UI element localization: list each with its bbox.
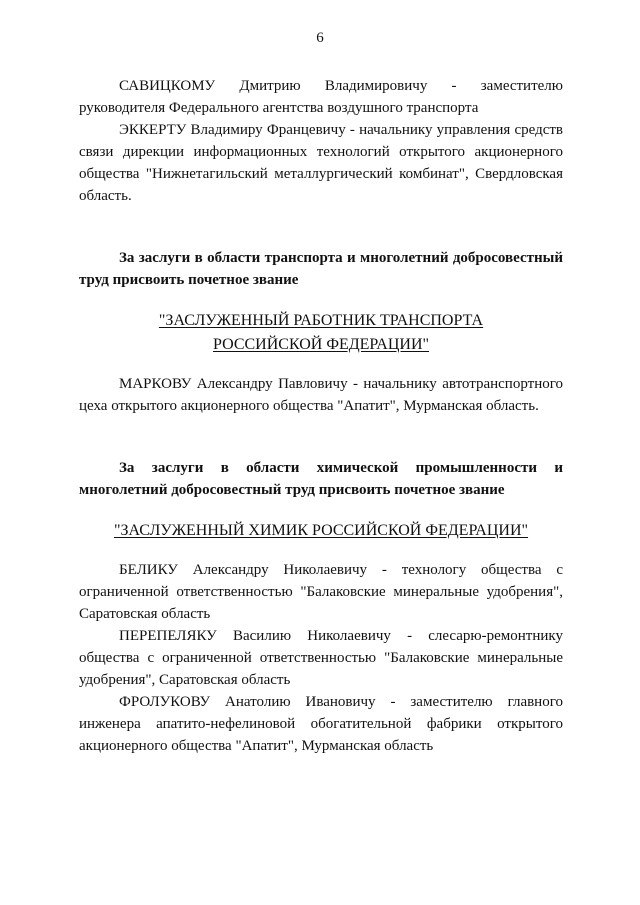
decree-text: За заслуги в области химической промышленности и многолетний добросовестный труд присвоить почетное звание bbox=[79, 460, 563, 498]
section-transport bbox=[79, 247, 563, 417]
award-entry: ЭККЕРТУ Владимиру Францевичу - начальнику управления средств связи дирекции информационных технологий открытого акционерного общества "Нижнетагильский металлургический комбинат", Свердловская область. bbox=[79, 122, 563, 204]
award-entry: ПЕРЕПЕЛЯКУ Василию Николаевичу - слесарю-ремонтнику общества с ограниченной ответственностью "Балаковские минеральные удобрения", Саратовская область bbox=[79, 628, 563, 688]
section-chemistry bbox=[79, 457, 563, 757]
honorary-title-line: РОССИЙСКОЙ ФЕДЕРАЦИИ" bbox=[212, 336, 430, 353]
decree-text: За заслуги в области транспорта и многолетний добросовестный труд присвоить почетное звание bbox=[79, 250, 563, 288]
honorary-title: "ЗАСЛУЖЕННЫЙ ХИМИК РОССИЙСКОЙ ФЕДЕРАЦИИ" bbox=[113, 522, 529, 539]
honorary-title-line: "ЗАСЛУЖЕННЫЙ РАБОТНИК ТРАНСПОРТА bbox=[158, 312, 484, 329]
award-entry: САВИЦКОМУ Дмитрию Владимировичу - заместителю руководителя Федерального агентства воздушного транспорта bbox=[79, 78, 563, 116]
award-entry: ФРОЛУКОВУ Анатолию Ивановичу - заместителю главного инженера апатито-нефелиновой обогатительной фабрики открытого акционерного общества "Апатит", Мурманская область bbox=[79, 694, 563, 754]
page-number: 6 bbox=[316, 30, 324, 46]
award-entry: МАРКОВУ Александру Павловичу - начальнику автотранспортного цеха открытого акционерного общества "Апатит", Мурманская область. bbox=[79, 376, 563, 414]
document-body bbox=[79, 75, 563, 757]
section-previous-awards bbox=[79, 75, 563, 207]
award-entry: БЕЛИКУ Александру Николаевичу - технологу общества с ограниченной ответственностью "Балаковские минеральные удобрения", Саратовская область bbox=[79, 562, 563, 622]
